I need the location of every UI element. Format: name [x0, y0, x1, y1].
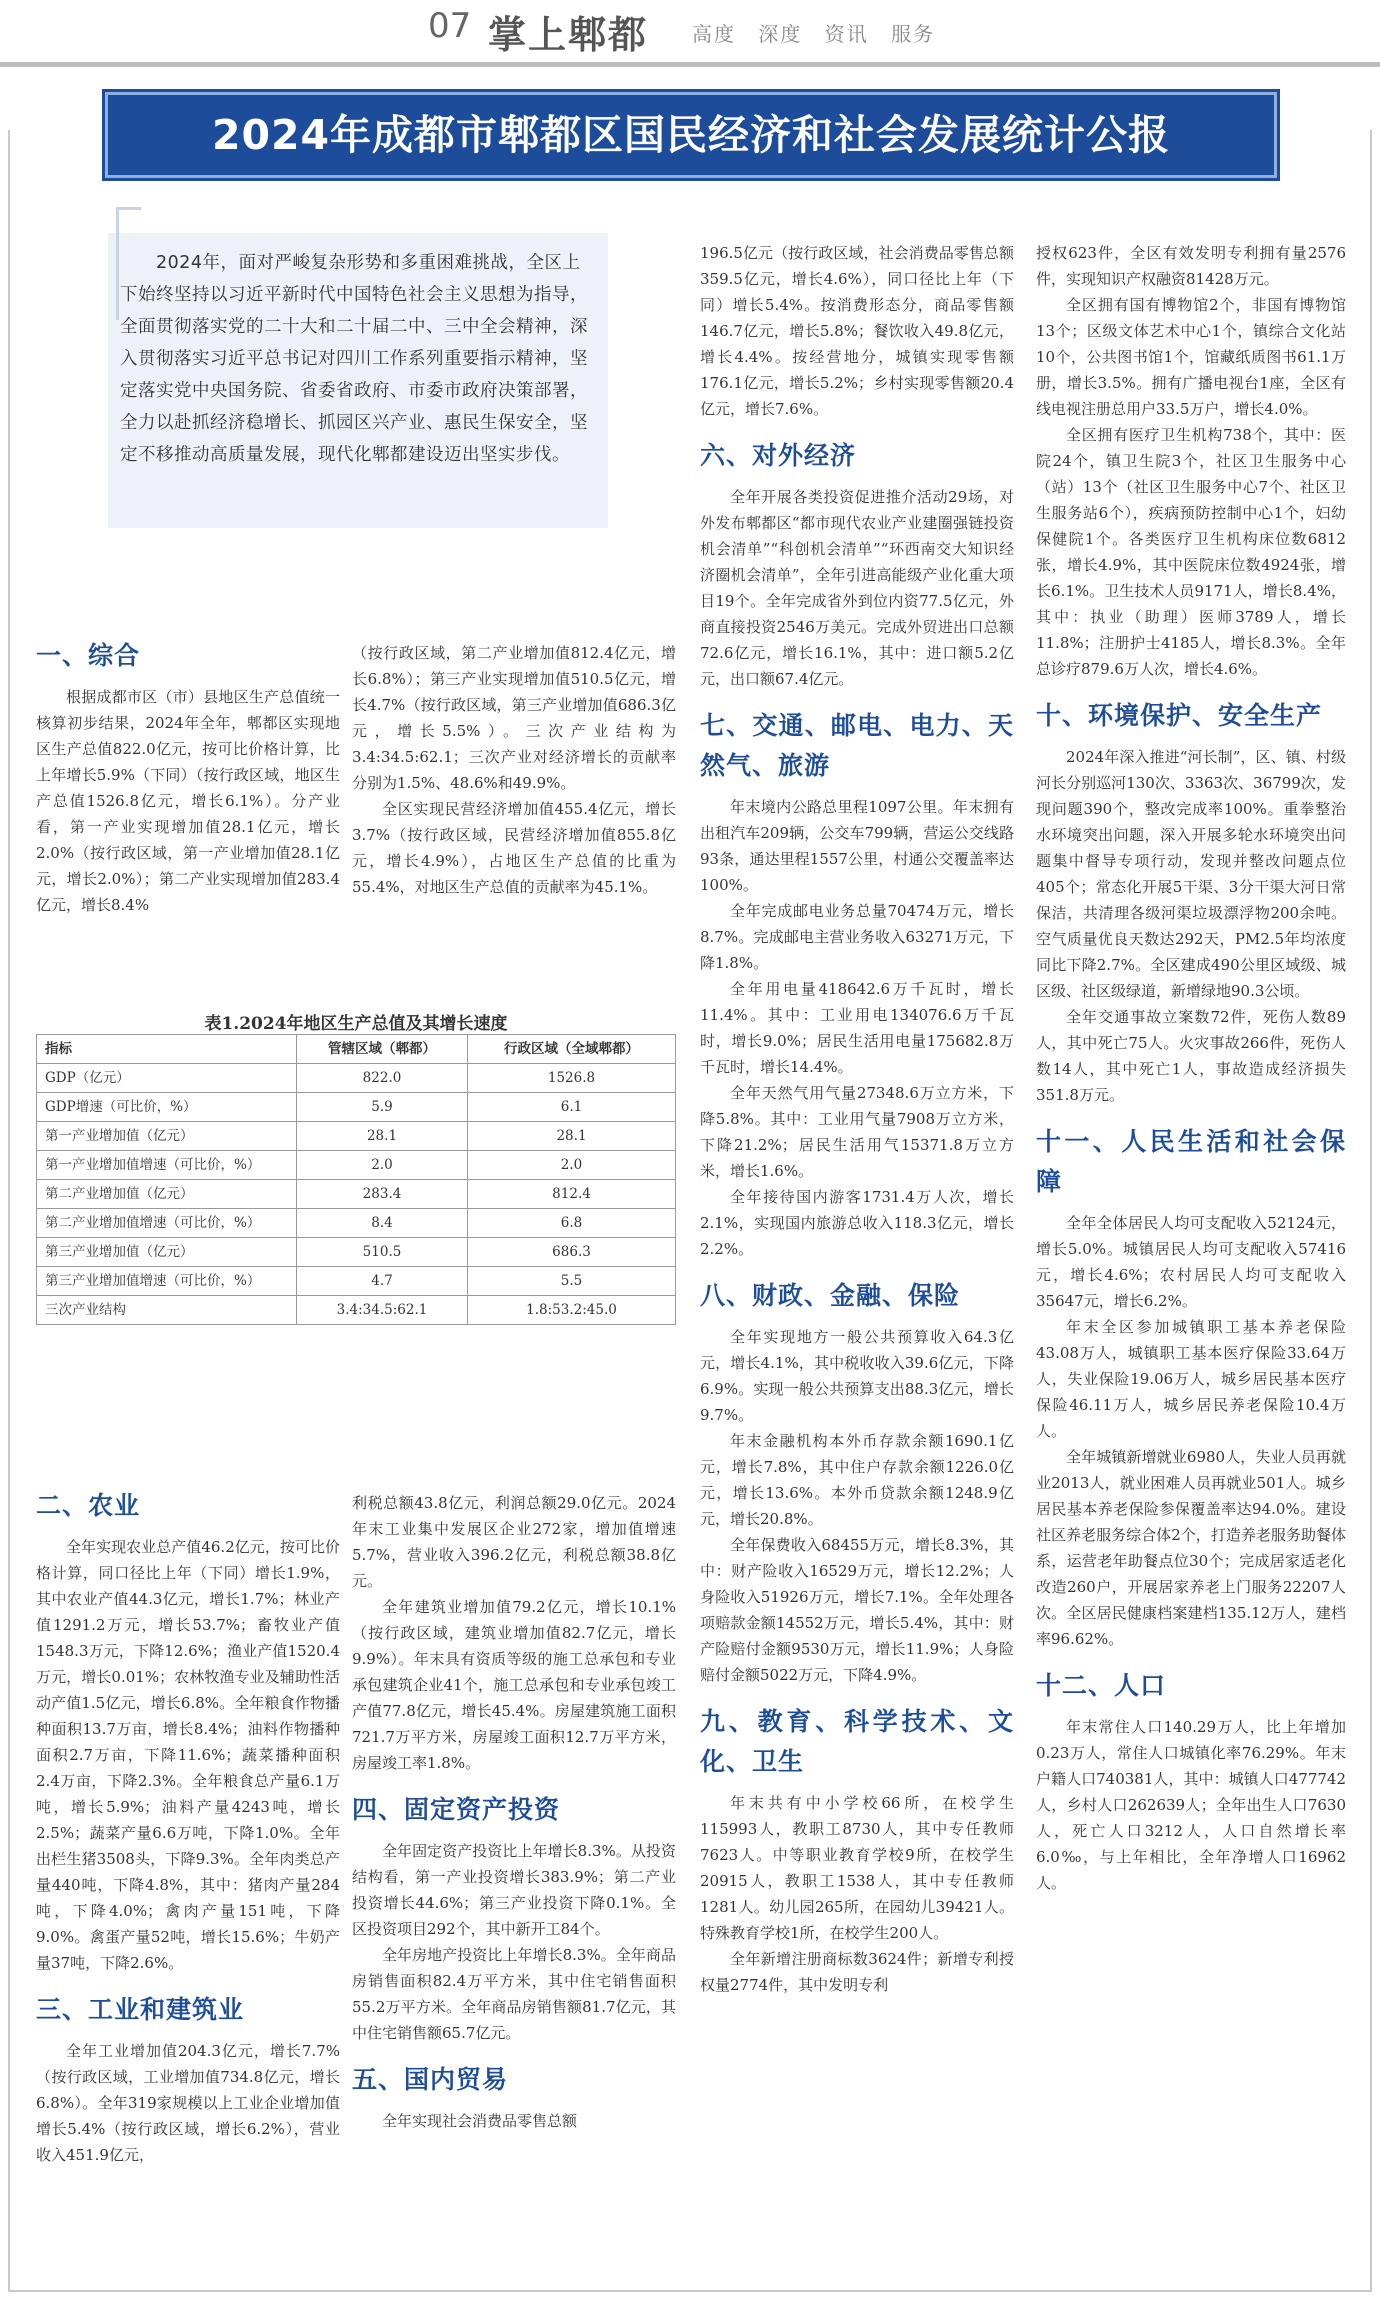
- paragraph: 全区实现民营经济增加值455.4亿元，增长3.7%（按行政区域，民营经济增加值855.8亿元，增长4.9%），占地区生产总值的比重为55.4%，对地区生产总值的贡献率为45.1%。: [352, 800, 676, 896]
- frame-right: [1358, 130, 1372, 2290]
- table-cell: 2.0: [297, 1151, 468, 1180]
- table-cell: GDP（亿元）: [37, 1064, 297, 1093]
- section-title: 掌上郫都: [488, 13, 649, 57]
- report-title: 2024年成都市郫都区国民经济和社会发展统计公报: [105, 92, 1277, 178]
- table-header-cell: 指标: [37, 1035, 297, 1064]
- table-row: [37, 1238, 676, 1267]
- table-cell: 510.5: [297, 1238, 468, 1267]
- table-cell: 6.1: [468, 1093, 676, 1122]
- table-row: [37, 1296, 676, 1325]
- col-a-lower: [36, 1480, 340, 2168]
- table-header-cell: 管辖区域（郫都）: [297, 1035, 468, 1064]
- table-cell: 第二产业增加值增速（可比价，%）: [37, 1209, 297, 1238]
- table-cell: 第一产业增加值增速（可比价，%）: [37, 1151, 297, 1180]
- table-cell: 28.1: [468, 1122, 676, 1151]
- paragraph: 全年接待国内游客1731.4万人次，增长2.1%，实现国内旅游总收入118.3亿元，增长2.2%。: [700, 1188, 1014, 1258]
- table-cell: 三次产业结构: [37, 1296, 297, 1325]
- col-a-upper: [36, 630, 340, 918]
- section-tags: 高度 深度 资讯 服务: [692, 22, 936, 46]
- table-cell: 第一产业增加值（亿元）: [37, 1122, 297, 1151]
- heading-s12: 十二、人口: [1036, 1671, 1167, 1700]
- table-cell: 4.7: [297, 1267, 468, 1296]
- table-cell: 812.4: [468, 1180, 676, 1209]
- table-cell: 第三产业增加值增速（可比价，%）: [37, 1267, 297, 1296]
- table-row: [37, 1093, 676, 1122]
- paragraph: 全年保费收入68455万元，增长8.3%，其中：财产险收入16529万元，增长12.2%；人身险收入51926万元，增长7.1%。全年处理各项赔款金额14552万元，增长5.4%，其中：财产险赔付金额9530万元，增长11.9%；人身险赔付金额5022万元，下降4.9%。: [700, 1536, 1014, 1684]
- table-header-row: [37, 1035, 676, 1064]
- paragraph: 全年工业增加值204.3亿元，增长7.7%（按行政区域，工业增加值734.8亿元，增长6.8%）。全年319家规模以上工业企业增加值增长5.4%（按行政区域，增长6.2%），营业收入451.9亿元，: [36, 2042, 340, 2164]
- table-cell: 1526.8: [468, 1064, 676, 1093]
- frame-left: [8, 130, 22, 2290]
- paragraph: 全年开展各类投资促进推介活动29场，对外发布郫都区“都市现代农业产业建圈强链投资机会清单”“科创机会清单”“环西南交大知识经济圈机会清单”，全年引进高能级产业化重大项目19个。全年完成省外到位内资77.5亿元，外商直接投资2546万美元。完成外贸进出口总额72.6亿元，增长16.1%，其中：进口额5.2亿元，出口额67.4亿元。: [700, 488, 1014, 688]
- table-cell: 822.0: [297, 1064, 468, 1093]
- table-cell: 6.8: [468, 1209, 676, 1238]
- heading-s6: 六、对外经济: [700, 441, 857, 470]
- paragraph: 全年房地产投资比上年增长8.3%。全年商品房销售面积82.4万平方米，其中住宅销售面积55.2万平方米。全年商品房销售额81.7亿元，其中住宅销售额65.7亿元。: [352, 1946, 676, 2042]
- col-d: [1036, 240, 1346, 1896]
- table-row: [37, 1209, 676, 1238]
- paragraph: 全年城镇新增就业6980人，失业人员再就业2013人，就业困难人员再就业501人。城乡居民基本养老保险参保覆盖率达94.0%。建设社区养老服务综合体2个，打造养老服务助餐体系，运营老年助餐点位30个；完成居家适老化改造260户，开展居家养老上门服务22207人次。全区居民健康档案建档135.12万人，建档率96.62%。: [1036, 1448, 1346, 1648]
- heading-s8: 八、财政、金融、保险: [700, 1281, 961, 1310]
- paragraph: 2024年深入推进“河长制”，区、镇、村级河长分别巡河130次、3363次、36799次，发现问题390个，整改完成率100%。重拳整治水环境突出问题，深入开展多轮水环境突出问题集中督导专项行动，发现并整改问题点位405个；常态化开展5干渠、3分干渠大河日常保洁，共清理各级河渠垃圾漂浮物200余吨。空气质量优良天数达292天，PM2.5年均浓度同比下降2.7%。全区建成490公里区域级、城区级、社区级绿道，新增绿地90.3公顷。: [1036, 748, 1346, 1000]
- paragraph: 利税总额43.8亿元，利润总额29.0亿元。2024年末工业集中发展区企业272家，增加值增速5.7%，营业收入396.2亿元，利税总额38.8亿元。: [352, 1494, 676, 1590]
- col-c: [700, 240, 1014, 1998]
- table-cell: 686.3: [468, 1238, 676, 1267]
- page-header: [0, 0, 1380, 60]
- table-cell: 第三产业增加值（亿元）: [37, 1238, 297, 1267]
- table-cell: 2.0: [468, 1151, 676, 1180]
- table-cell: 8.4: [297, 1209, 468, 1238]
- table-cell: 283.4: [297, 1180, 468, 1209]
- table-cell: 5.5: [468, 1267, 676, 1296]
- heading-s11: 十一、人民生活和社会保障: [1036, 1127, 1346, 1196]
- paragraph: 196.5亿元（按行政区域，社会消费品零售总额359.5亿元，增长4.6%），同口径比上年（下同）增长5.4%。按消费形态分，商品零售额146.7亿元，增长5.8%；餐饮收入49.8亿元，增长4.4%。按经营地分，城镇实现零售额176.1亿元，增长5.2%；乡村实现零售额20.4亿元，增长7.6%。: [700, 244, 1014, 418]
- paragraph: 全年实现地方一般公共预算收入64.3亿元，增长4.1%，其中税收收入39.6亿元，下降6.9%。实现一般公共预算支出88.3亿元，增长9.7%。: [700, 1328, 1014, 1424]
- header-rule: [0, 62, 1380, 67]
- paragraph: 全区拥有国有博物馆2个，非国有博物馆13个；区级文体艺术中心1个，镇综合文化站10个，公共图书馆1个，馆藏纸质图书61.1万册，增长3.5%。拥有广播电视台1座，全区有线电视注册总用户33.5万户，增长4.0%。: [1036, 296, 1346, 418]
- frame-bottom: [8, 2290, 1372, 2292]
- heading-s4: 四、固定资产投资: [352, 1795, 561, 1824]
- paragraph: 全年建筑业增加值79.2亿元，增长10.1%（按行政区域，建筑业增加值82.7亿元，增长9.9%）。年末具有资质等级的施工总承包和专业承包建筑企业41个，施工总承包和专业承包竣工产值77.8亿元，增长45.4%。房屋建筑施工面积721.7万平方米，房屋竣工面积12.7万平方米，房屋竣工率1.8%。: [352, 1598, 676, 1772]
- table-header-cell: 行政区域（全域郫都）: [468, 1035, 676, 1064]
- table-row: [37, 1151, 676, 1180]
- table-row: [37, 1267, 676, 1296]
- page-number: 07: [428, 6, 472, 46]
- table-row: [37, 1064, 676, 1093]
- paragraph: 根据成都市区（市）县地区生产总值统一核算初步结果，2024年全年，郫都区实现地区生产总值822.0亿元，按可比价格计算，比上年增长5.9%（下同）（按行政区域，地区生产总值1526.8亿元，增长6.1%）。分产业看，第一产业实现增加值28.1亿元，增长2.0%（按行政区域，第一产业增加值28.1亿元，增长2.0%）；第二产业实现增加值283.4亿元，增长8.4%: [36, 688, 340, 914]
- col-b-upper: [352, 640, 676, 900]
- paragraph: 全年全体居民人均可支配收入52124元，增长5.0%。城镇居民人均可支配收入57416元，增长4.6%；农村居民人均可支配收入35647元，增长6.2%。: [1036, 1214, 1346, 1310]
- paragraph: 全年新增注册商标数3624件；新增专利授权量2774件，其中发明专利: [700, 1950, 1014, 1994]
- table-cell: 3.4:34.5:62.1: [297, 1296, 468, 1325]
- heading-s5: 五、国内贸易: [352, 2065, 509, 2094]
- paragraph: 全年完成邮电业务总量70474万元，增长8.7%。完成邮电主营业务收入63271万元，下降1.8%。: [700, 902, 1014, 972]
- table-cell: 5.9: [297, 1093, 468, 1122]
- paragraph: 授权623件，全区有效发明专利拥有量2576件，实现知识产权融资81428万元。: [1036, 244, 1346, 288]
- paragraph: 年末全区参加城镇职工基本养老保险43.08万人，城镇职工基本医疗保险33.64万人，失业保险19.06万人，城乡居民基本医疗保险46.11万人，城乡居民养老保险10.4万人。: [1036, 1318, 1346, 1440]
- table-cell: 1.8:53.2:45.0: [468, 1296, 676, 1325]
- paragraph: 全年用电量418642.6万千瓦时，增长11.4%。其中：工业用电134076.6万千瓦时，增长9.0%；居民生活用电量175682.8万千瓦时，增长14.4%。: [700, 980, 1014, 1076]
- paragraph: 全区拥有医疗卫生机构738个，其中：医院24个，镇卫生院3个，社区卫生服务中心（站）13个（社区卫生服务中心7个、社区卫生服务站6个），疾病预防控制中心1个，妇幼保健院1个。各类医疗卫生机构床位数6812张，增长4.9%，其中医院床位数4924张，增长6.1%。卫生技术人员9171人，增长8.4%，其中：执业（助理）医师3789人，增长11.8%；注册护士4185人，增长8.3%。全年总诊疗879.6万人次，增长4.6%。: [1036, 426, 1346, 678]
- paragraph: （按行政区域，第二产业增加值812.4亿元，增长6.8%）；第三产业实现增加值510.5亿元，增长4.7%（按行政区域，第三产业增加值686.3亿元，增长5.5%）。三次产业结构为3.4:34.5:62.1；三次产业对经济增长的贡献率分别为1.5%、48.6%和49.9%。: [352, 644, 676, 792]
- heading-s10: 十、环境保护、安全生产: [1036, 701, 1323, 730]
- table-row: [37, 1180, 676, 1209]
- heading-s3: 三、工业和建筑业: [36, 1995, 245, 2024]
- paragraph: 全年实现农业总产值46.2亿元，按可比价格计算，同口径比上年（下同）增长1.9%，其中农业产值44.3亿元，增长1.7%；林业产值1291.2万元，增长53.7%；畜牧业产值1548.3万元，下降12.6%；渔业产值1520.4万元，增长0.01%；农林牧渔专业及辅助性活动产值1.5亿元，增长6.8%。全年粮食作物播种面积13.7万亩，增长8.4%；油料作物播种面积2.7万亩，下降11.6%；蔬菜播种面积2.4万亩，下降2.3%。全年粮食总产量6.1万吨，增长5.9%；油料产量4243吨，增长2.5%；蔬菜产量6.6万吨，下降1.0%。全年出栏生猪3508头，下降9.3%。全年肉类总产量440吨，下降4.8%，其中：猪肉产量284吨，下降4.0%；禽肉产量151吨，下降9.0%。禽蛋产量52吨，增长15.6%；牛奶产量37吨，下降2.6%。: [36, 1538, 340, 1972]
- paragraph: 年末常住人口140.29万人，比上年增加0.23万人，常住人口城镇化率76.29%。年末户籍人口740381人，其中：城镇人口477742人，乡村人口262639人；全年出生人口7630人，死亡人口3212人，人口自然增长率6.0‰，与上年相比，全年净增人口16962人。: [1036, 1718, 1346, 1892]
- intro-box: 2024年，面对严峻复杂形势和多重困难挑战，全区上下始终坚持以习近平新时代中国特色社会主义思想为指导，全面贯彻落实党的二十大和二十届二中、三中全会精神，深入贯彻落实习近平总书记对四川工作系列重要指示精神，坚定落实党中央国务院、省委省政府、市委市政府决策部署，全力以赴抓经济稳增长、抓园区兴产业、惠民生保安全，坚定不移推动高质量发展，现代化郫都建设迈出坚实步伐。: [108, 233, 608, 528]
- paragraph: 全年实现社会消费品零售总额: [382, 2112, 578, 2130]
- paragraph: 全年交通事故立案数72件，死伤人数89人，其中死亡75人。火灾事故266件，死伤人数14人，其中死亡1人，事故造成经济损失351.8万元。: [1036, 1008, 1346, 1104]
- paragraph: 年末境内公路总里程1097公里。年末拥有出租汽车209辆，公交车799辆，营运公交线路93条，通达里程1557公里，村通公交覆盖率达100%。: [700, 798, 1014, 894]
- paragraph: 年末金融机构本外币存款余额1690.1亿元，增长7.8%，其中住户存款余额1226.0亿元，增长13.6%。本外币贷款余额1248.9亿元，增长20.8%。: [700, 1432, 1014, 1528]
- paragraph: 全年天然气用气量27348.6万立方米，下降5.8%。其中：工业用气量7908万立方米，下降21.2%；居民生活用气15371.8万立方米，增长1.6%。: [700, 1084, 1014, 1180]
- table-cell: 28.1: [297, 1122, 468, 1151]
- heading-s1: 一、综合: [36, 641, 141, 670]
- heading-s7: 七、交通、邮电、电力、天然气、旅游: [700, 711, 1014, 780]
- table-cell: 第二产业增加值（亿元）: [37, 1180, 297, 1209]
- table-cell: GDP增速（可比价，%）: [37, 1093, 297, 1122]
- col-b-lower: [352, 1490, 676, 2134]
- heading-s9: 九、教育、科学技术、文化、卫生: [700, 1707, 1014, 1776]
- heading-s2: 二、农业: [36, 1491, 141, 1520]
- gdp-table: [36, 1034, 676, 1325]
- paragraph: 全年固定资产投资比上年增长8.3%。从投资结构看，第一产业投资增长383.9%；第二产业投资增长44.6%；第三产业投资下降0.1%。全区投资项目292个，其中新开工84个。: [352, 1842, 676, 1938]
- table-title: 表1.2024年地区生产总值及其增长速度: [204, 1014, 508, 1034]
- table-row: [37, 1122, 676, 1151]
- paragraph: 年末共有中小学校66所，在校学生115993人，教职工8730人，其中专任教师7623人。中等职业教育学校9所，在校学生20915人，教职工1538人，其中专任教师1281人。幼儿园265所，在园幼儿39421人。特殊教育学校1所，在校学生200人。: [700, 1794, 1014, 1942]
